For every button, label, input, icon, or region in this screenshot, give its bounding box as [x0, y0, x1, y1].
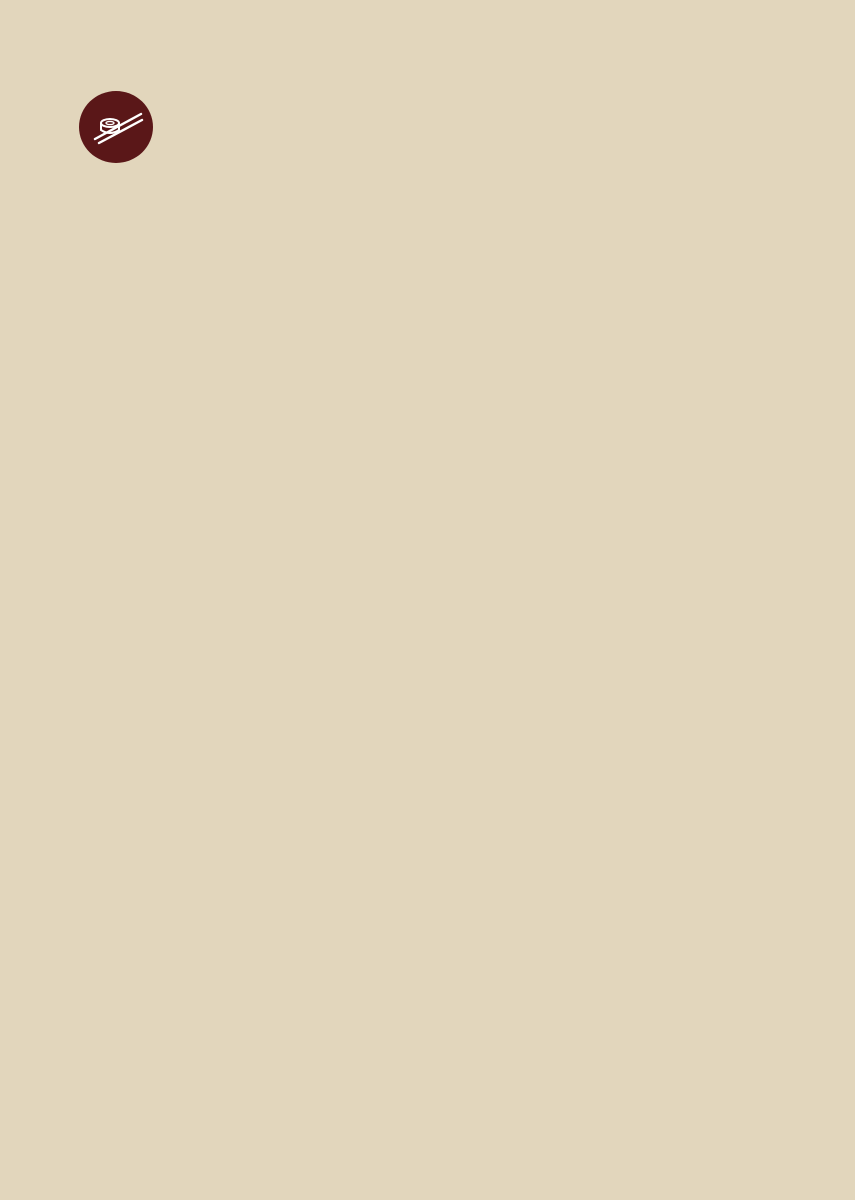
sushi-roll-chopsticks-icon — [79, 91, 153, 163]
header-title-group — [165, 116, 168, 140]
section-header — [79, 91, 168, 163]
